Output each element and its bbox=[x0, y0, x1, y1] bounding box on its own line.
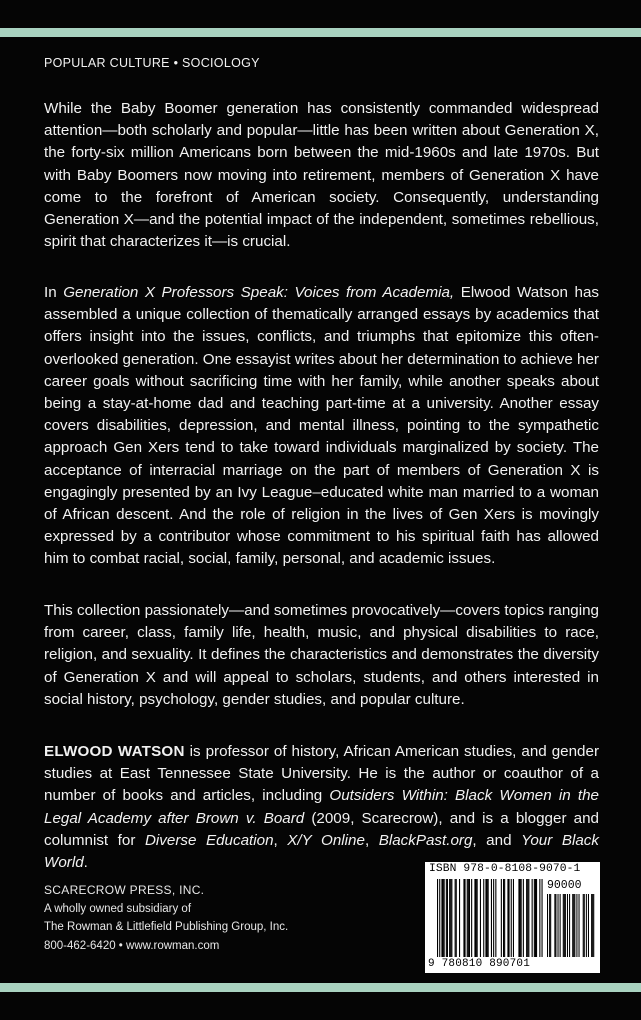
publication-name: Diverse Education bbox=[144, 831, 274, 849]
barcode-bar bbox=[447, 879, 448, 957]
barcode-bar bbox=[487, 879, 488, 957]
barcode-bar bbox=[491, 879, 492, 957]
description-paragraph-2 bbox=[44, 282, 599, 571]
addon-bar bbox=[592, 894, 593, 957]
author-bio-text: (2009, Scarecrow), and is a blogger and columnist for bbox=[44, 809, 599, 849]
addon-bar bbox=[549, 894, 550, 957]
barcode-bar bbox=[521, 879, 522, 957]
barcode-bar bbox=[477, 879, 478, 957]
category-label: POPULAR CULTURE • SOCIOLOGY bbox=[44, 56, 260, 70]
barcode-bar bbox=[527, 879, 528, 957]
barcode-bar bbox=[493, 879, 494, 957]
barcode-bar bbox=[528, 879, 529, 957]
barcode-bar bbox=[509, 879, 510, 957]
separator: , bbox=[364, 831, 379, 849]
barcode-bar bbox=[534, 879, 535, 957]
addon-bar bbox=[586, 894, 587, 957]
barcode-bar bbox=[437, 879, 438, 957]
separator: , and bbox=[472, 831, 522, 849]
barcode-bar bbox=[542, 879, 543, 957]
author-book-title: Outsiders Within: Black Women in the Legal Academy after Brown v. Board bbox=[44, 787, 599, 827]
addon-bar bbox=[547, 894, 548, 957]
barcode-bar bbox=[463, 879, 464, 957]
publisher-info bbox=[44, 881, 288, 955]
barcode-bar bbox=[456, 879, 457, 957]
addon-bar bbox=[554, 894, 555, 957]
barcode-bar bbox=[459, 879, 460, 957]
addon-bar bbox=[579, 894, 580, 957]
addon-bar bbox=[593, 894, 594, 957]
barcode-bar bbox=[507, 879, 508, 957]
barcode-bar bbox=[488, 879, 489, 957]
author-name: ELWOOD WATSON bbox=[44, 743, 185, 760]
publisher-name: SCARECROW PRESS, INC. bbox=[44, 883, 205, 897]
addon-bar bbox=[560, 894, 561, 957]
separator: . bbox=[83, 854, 88, 872]
barcode-bar bbox=[503, 879, 504, 957]
paragraph-2-body: Elwood Watson has assembled a unique collection of thematically arranged essays by academics that offers insight into the issues, conflicts, and triumphs that epitomize this often-overlooked generation. One essayist writes about her determination to achieve her career goals without sacrificing time with her family, while another speaks about being a stay-at-home dad and teaching part-time at a university. Another essay covers disabilities, depression, and mental illness, pointing to the sympathetic approach Gen Xers tend to take toward individuals marginalized by society. The acceptance of interracial marriage on the part of members of Generation X is engagingly presented by an Ivy League–educated white man married to a woman of African descent. And the role of religion in the lives of Gen Xers is movingly expressed by a contributor whose commitment to his spiritual faith has allowed him to combat racial, social, family, personal, and academic issues. bbox=[44, 284, 599, 568]
isbn-text: ISBN 978-0-8108-9070-1 bbox=[429, 863, 581, 875]
addon-bar bbox=[569, 894, 570, 957]
publisher-line: The Rowman & Littlefield Publishing Group, Inc. bbox=[44, 921, 289, 934]
addon-bar bbox=[583, 894, 584, 957]
barcode-bar bbox=[511, 879, 512, 957]
barcode-bar bbox=[539, 879, 540, 957]
addon-bar bbox=[550, 894, 551, 957]
publisher-line: A wholly owned subsidiary of bbox=[44, 902, 192, 915]
barcode-bars bbox=[425, 862, 600, 973]
barcode-bar bbox=[526, 879, 527, 957]
barcode-bar bbox=[471, 879, 472, 957]
barcode-bar bbox=[439, 879, 440, 957]
addon-bar bbox=[584, 894, 585, 957]
barcode-bar bbox=[469, 879, 470, 957]
barcode-bar bbox=[446, 879, 447, 957]
barcode-bar bbox=[513, 879, 514, 957]
addon-bar bbox=[565, 894, 566, 957]
barcode-bar bbox=[451, 879, 452, 957]
barcode-bar bbox=[476, 879, 477, 957]
barcode-bar bbox=[455, 879, 456, 957]
bottom-accent-band bbox=[0, 983, 641, 992]
publication-name: Your Black World bbox=[44, 831, 599, 872]
barcode-bar bbox=[536, 879, 537, 957]
barcode-bar bbox=[523, 879, 524, 957]
publication-name: BlackPast.org bbox=[378, 831, 473, 849]
barcode-bar bbox=[449, 879, 450, 957]
addon-bar bbox=[558, 894, 559, 957]
addon-bar bbox=[572, 894, 573, 957]
barcode bbox=[425, 862, 600, 973]
author-bio-text: is professor of history, African American studies, and gender studies at East Tennessee State University. He is the author or coauthor of a number of books and articles, including bbox=[44, 743, 600, 805]
addon-bar bbox=[573, 894, 574, 957]
addon-bar bbox=[564, 894, 565, 957]
author-bio bbox=[44, 741, 599, 874]
barcode-bar bbox=[535, 879, 536, 957]
barcode-bar bbox=[483, 879, 484, 957]
separator: , bbox=[273, 831, 288, 849]
addon-bar bbox=[588, 894, 589, 957]
book-title: Generation X Professors Speak: Voices from Academia, bbox=[63, 284, 455, 301]
addon-bar bbox=[576, 894, 577, 957]
barcode-bar bbox=[485, 879, 486, 957]
addon-bar bbox=[555, 894, 556, 957]
barcode-bar bbox=[474, 879, 475, 957]
description-paragraph-1: While the Baby Boomer generation has consistently commanded widespread attention—both scholarly and popular—little has been written about Generation X, the forty-six million Americans born between the mid-1960s and late 1970s. But with Baby Boomers now moving into retirement, members of Generation X have come to the forefront of American society. Consequently, understanding Generation X—and the potential impact of the independent, sometimes rebellious, spirit that characterizes it—is crucial. bbox=[44, 100, 599, 251]
barcode-bar bbox=[501, 879, 502, 957]
barcode-bar bbox=[467, 879, 468, 957]
barcode-bar bbox=[450, 879, 451, 957]
ean-digits: 9 780810 890701 bbox=[428, 958, 531, 970]
barcode-bar bbox=[444, 879, 445, 957]
publication-name: X/Y Online bbox=[287, 831, 365, 849]
paragraph-2-lead: In bbox=[44, 284, 64, 301]
addon-bar bbox=[591, 894, 592, 957]
top-accent-band bbox=[0, 28, 641, 37]
price-code: 90000 bbox=[547, 879, 582, 892]
barcode-bar bbox=[520, 879, 521, 957]
addon-bar bbox=[574, 894, 575, 957]
barcode-bar bbox=[443, 879, 444, 957]
barcode-bar bbox=[532, 879, 533, 957]
barcode-bar bbox=[441, 879, 442, 957]
publisher-contact: 800-462-6420 • www.rowman.com bbox=[44, 939, 220, 952]
barcode-bar bbox=[480, 879, 481, 957]
barcode-bar bbox=[518, 879, 519, 957]
addon-bar bbox=[563, 894, 564, 957]
barcode-bar bbox=[468, 879, 469, 957]
barcode-bar bbox=[504, 879, 505, 957]
barcode-bar bbox=[465, 879, 466, 957]
description-paragraph-3: This collection passionately—and sometimes provocatively—covers topics ranging from career, class, family life, health, music, and physical disabilities to race, religion, and sexuality. It defines the characteristics and demonstrates the diversity of Generation X and will appeal to scholars, students, and others interested in social history, psychology, gender studies, and popular culture. bbox=[44, 602, 599, 708]
barcode-bar bbox=[495, 879, 496, 957]
addon-bar bbox=[567, 894, 568, 957]
